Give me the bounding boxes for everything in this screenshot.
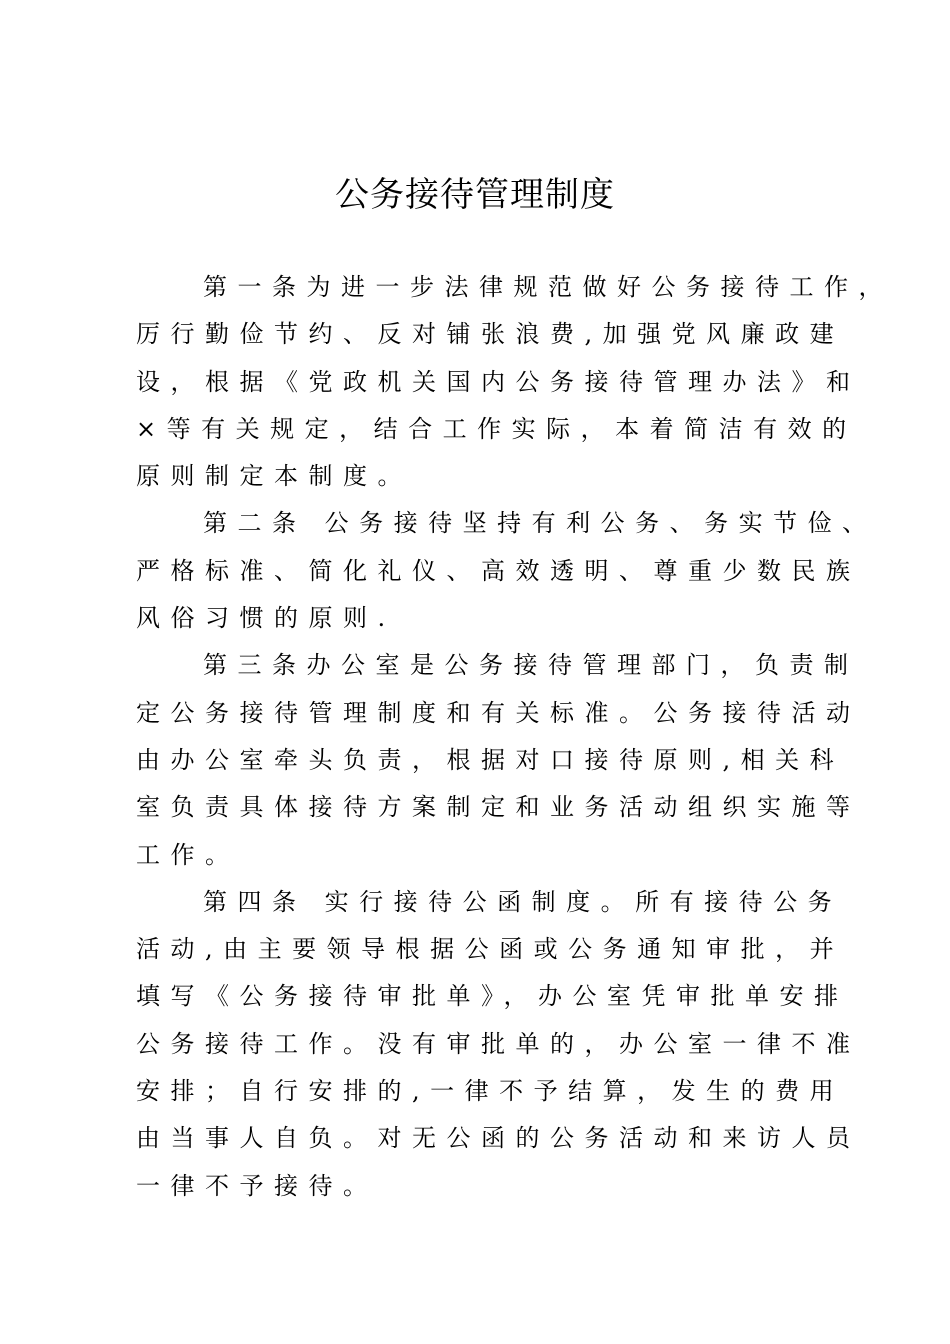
article-4-line: 填写《公务接待审批单》，办公室凭审批单安排 (136, 982, 849, 1011)
article-2-line: 第二条 公务接待坚持有利公务、务实节俭、 (203, 509, 877, 538)
article-1 (136, 264, 893, 500)
article-1-line: 厉行勤俭节约、反对铺张浪费,加强党风廉政建 (136, 320, 845, 349)
article-1-line: 第一条为进一步法律规范做好公务接待工作， (203, 273, 893, 301)
article-2 (136, 500, 877, 642)
article-4-line: 活动,由主要领导根据公函或公务通知审批，并 (136, 935, 845, 964)
article-2-line: 风俗习惯的原则. (136, 604, 396, 633)
article-3 (136, 642, 866, 878)
article-3-line: 第三条办公室是公务接待管理部门，负责制 (203, 651, 859, 680)
article-3-line: 工作。 (136, 840, 240, 869)
article-4 (136, 879, 866, 1210)
document-body (136, 264, 893, 1210)
article-1-line: ×等有关规定，结合工作实际，本着简洁有效的 (136, 414, 857, 443)
document-title: 公务接待管理制度 (335, 175, 615, 215)
article-4-line: 一律不予接待。 (136, 1171, 378, 1200)
article-3-line: 定公务接待管理制度和有关标准。公务接待活动 (136, 698, 861, 727)
article-3-line: 室负责具体接待方案制定和业务活动组织实施等 (136, 793, 861, 822)
article-4-line: 安排；自行安排的,一律不予结算，发生的费用 (136, 1077, 845, 1106)
article-4-line: 由当事人自负。对无公函的公务活动和来访人员 (136, 1124, 861, 1153)
article-4-line: 公务接待工作。没有审批单的，办公室一律不准 (136, 1029, 861, 1058)
article-4-line: 第四条 实行接待公函制度。所有接待公务 (203, 887, 843, 916)
article-1-line: 设，根据《党政机关国内公务接待管理办法》和 (136, 367, 861, 396)
article-3-line: 由办公室牵头负责，根据对口接待原则,相关科 (136, 745, 845, 774)
article-2-line: 严格标准、简化礼仪、高效透明、尊重少数民族 (136, 556, 861, 585)
article-1-line: 原则制定本制度。 (136, 462, 412, 491)
